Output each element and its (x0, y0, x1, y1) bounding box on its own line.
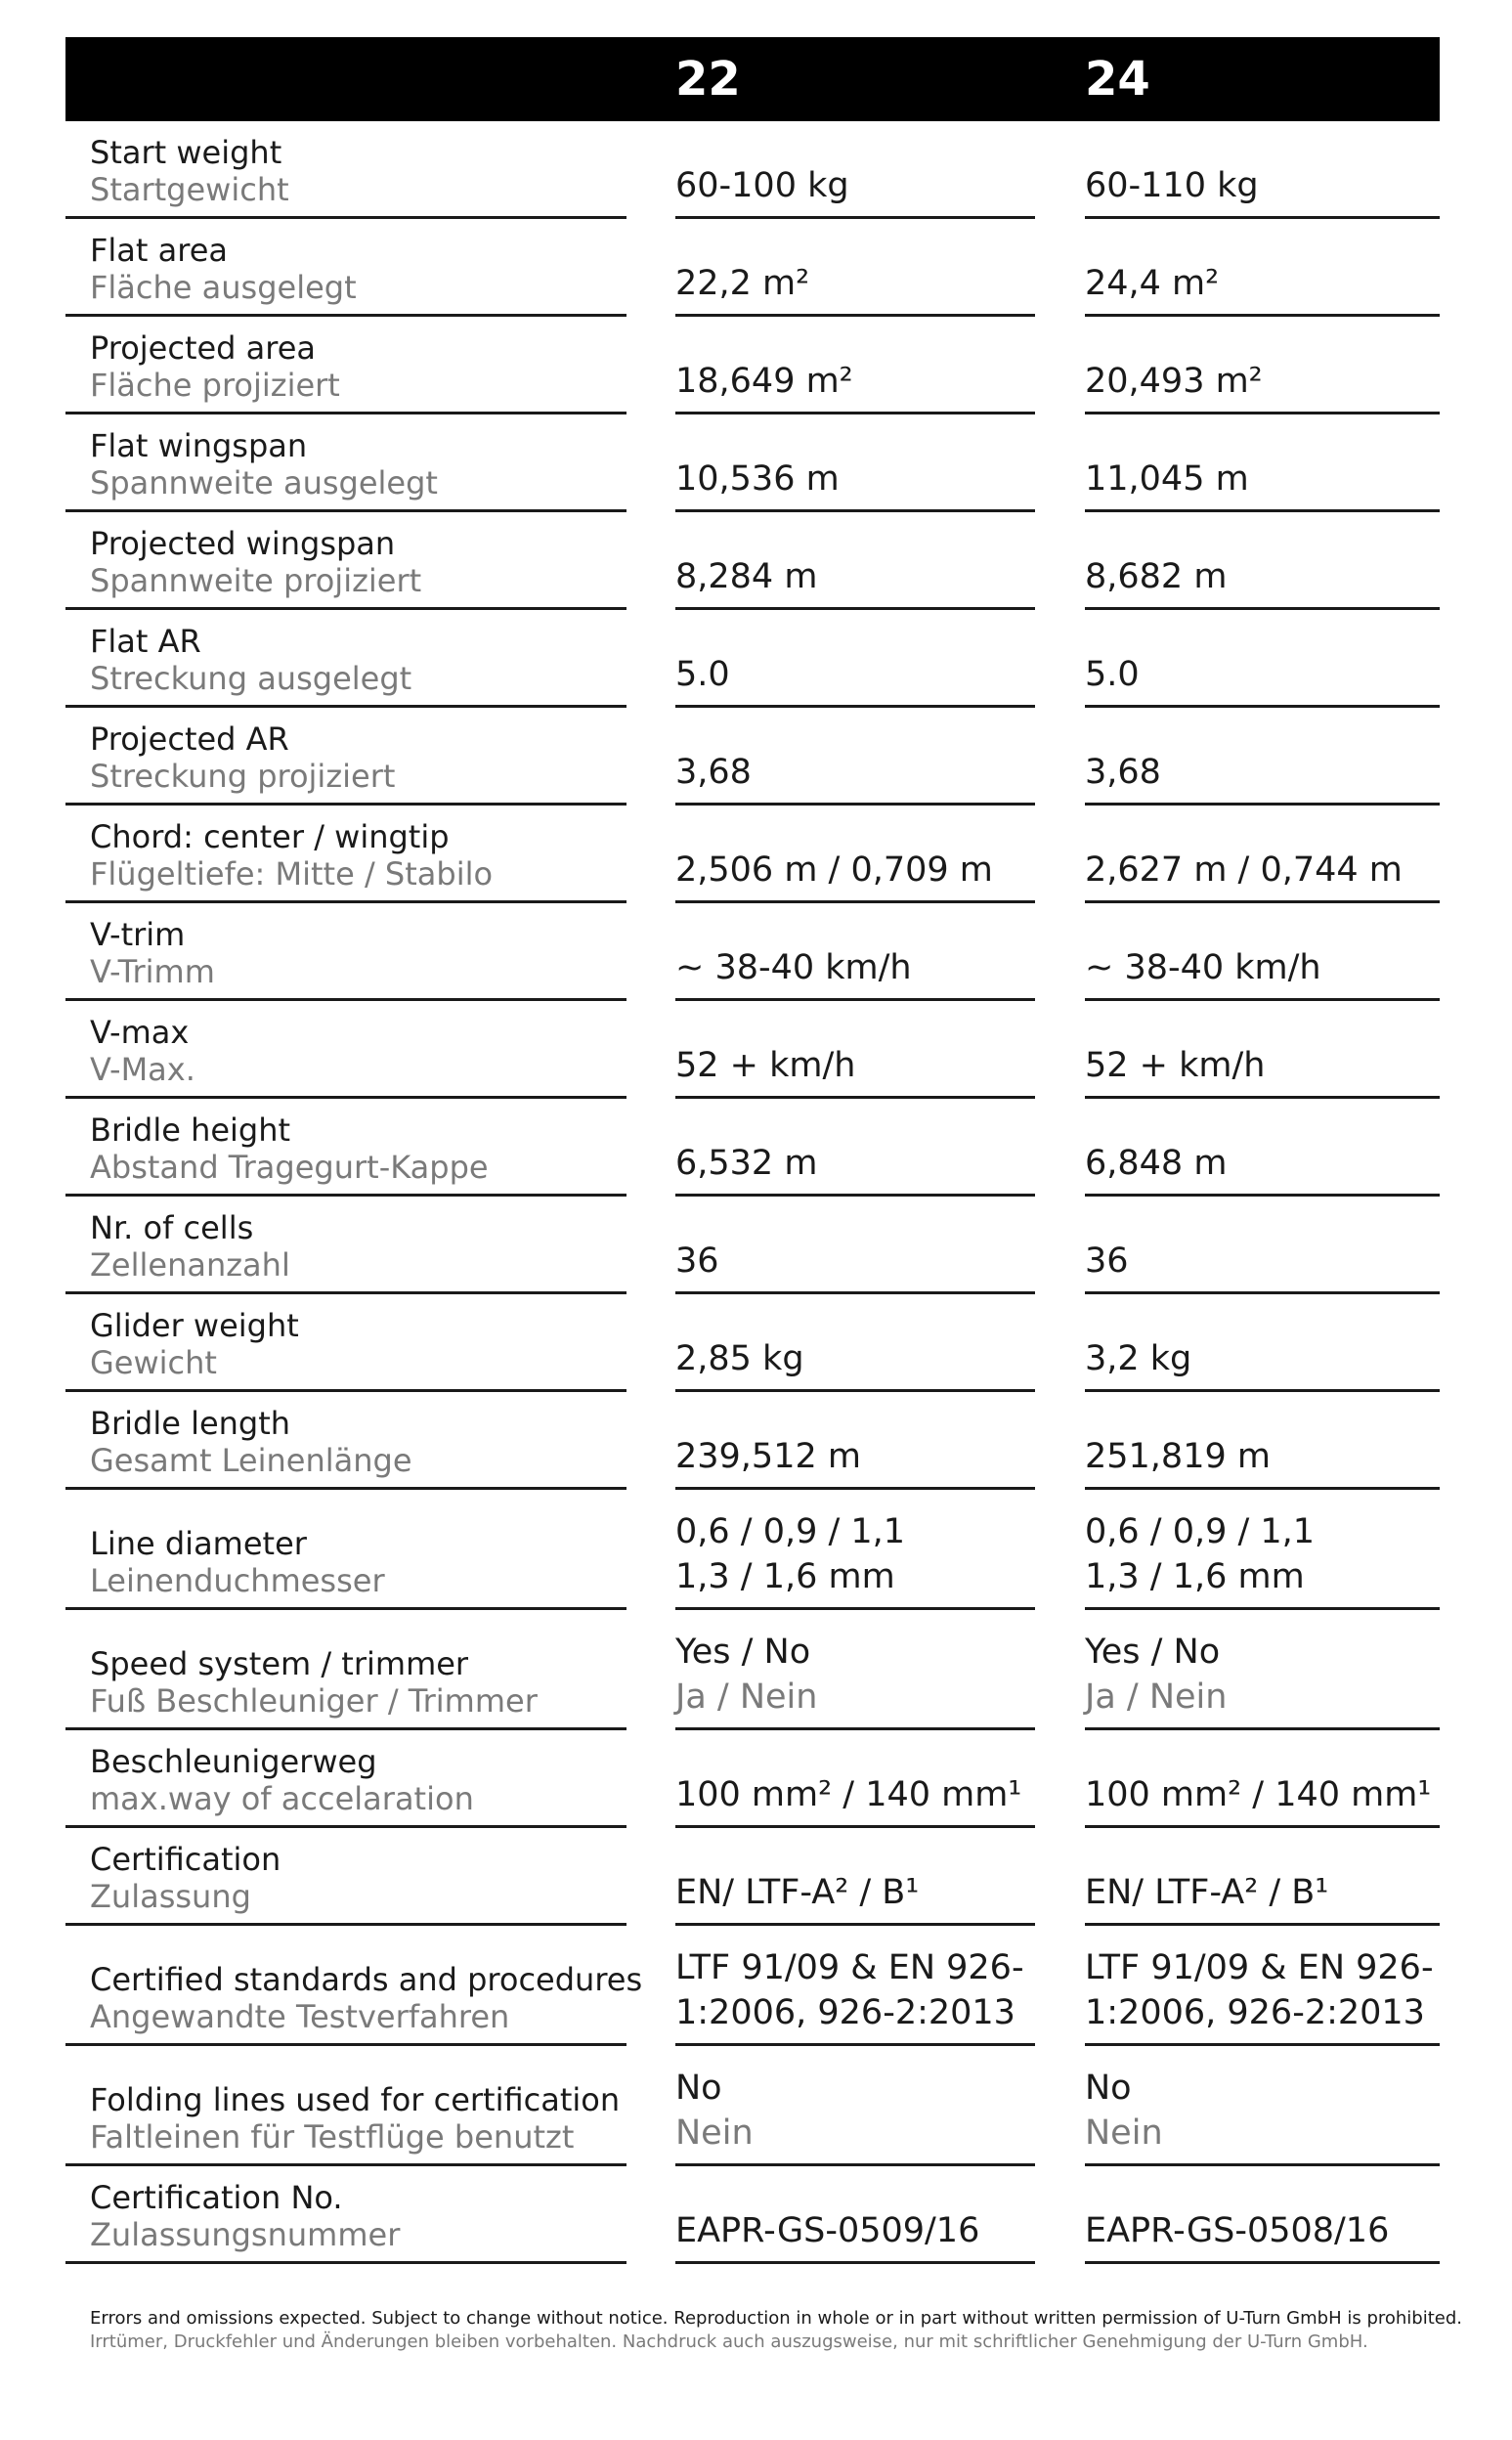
value-24-text: 8,682 m (1085, 557, 1228, 596)
row-label-de: Streckung ausgelegt (90, 660, 412, 697)
value-24-text: 1,3 / 1,6 mm (1085, 1557, 1305, 1596)
row-label-de: Streckung projiziert (90, 758, 396, 795)
row-label-de: Gewicht (90, 1344, 217, 1381)
spec-table (0, 121, 1512, 2264)
row-label-de: Fuß Beschleuniger / Trimmer (90, 1682, 538, 1720)
value-22-text: 239,512 m (675, 1437, 861, 1476)
footer-disclaimer-en: Errors and omissions expected. Subject to change without notice. Reproduction in whole or in part without written permission of U-Turn GmbH is prohibited. (90, 2308, 1463, 2329)
value-24-text: EN/ LTF-A² / B¹ (1085, 1873, 1329, 1912)
value-22-cell (675, 1630, 1035, 1730)
row-label-en: Line diameter (90, 1525, 307, 1562)
value-24-cell (1085, 1630, 1440, 1730)
value-22-cell (675, 1141, 1035, 1197)
value-22-text: 2,506 m / 0,709 m (675, 850, 993, 890)
value-24-text: 0,6 / 0,9 / 1,1 (1085, 1512, 1316, 1551)
row-label-en: Projected wingspan (90, 525, 396, 562)
value-24-text: 6,848 m (1085, 1144, 1228, 1183)
value-24-text: EAPR-GS-0508/16 (1085, 2211, 1390, 2250)
row-label (65, 1405, 626, 1490)
value-22-cell (675, 1870, 1035, 1926)
row-label (65, 1645, 626, 1730)
value-22-cell (675, 1043, 1035, 1099)
row-label-en: V-max (90, 1014, 190, 1051)
value-22-text: EN/ LTF-A² / B¹ (675, 1873, 920, 1912)
value-22-text: 60-100 kg (675, 166, 849, 205)
value-24-text: 1:2006, 926-2:2013 (1085, 1993, 1425, 2032)
value-24-cell (1085, 261, 1440, 317)
value-22-text: No (675, 2069, 722, 2108)
row-label (65, 1743, 626, 1828)
value-24-text: 2,627 m / 0,744 m (1085, 850, 1403, 890)
row-label (65, 525, 626, 610)
value-24-text: 5.0 (1085, 655, 1140, 694)
column-header-22: 22 (675, 52, 741, 107)
value-24-cell (1085, 1870, 1440, 1926)
row-label-en: Projected area (90, 329, 317, 367)
row-label (65, 1111, 626, 1197)
value-24-cell (1085, 652, 1440, 708)
row-label-de: Gesamt Leinenlänge (90, 1442, 412, 1479)
row-label-en: Flat wingspan (90, 427, 308, 464)
row-label (65, 1525, 626, 1610)
value-24-text: 52 + km/h (1085, 1046, 1266, 1085)
table-row (0, 1099, 1512, 1197)
row-label-en: Certified standards and procedures (90, 1961, 643, 1998)
value-24-text: 100 mm² / 140 mm¹ (1085, 1775, 1432, 1814)
value-24-text: Ja / Nein (1085, 1678, 1228, 1717)
value-22-cell (675, 1772, 1035, 1828)
row-label-en: Certification (90, 1841, 281, 1878)
row-label-en: Bridle height (90, 1111, 291, 1149)
row-label-en: Certification No. (90, 2179, 343, 2216)
value-24-cell (1085, 163, 1440, 219)
value-22-text: 1,3 / 1,6 mm (675, 1557, 895, 1596)
row-label (65, 232, 626, 317)
value-24-cell (1085, 457, 1440, 512)
row-label-de: Angewandte Testverfahren (90, 1998, 510, 2035)
row-label-de: Leinenduchmesser (90, 1562, 385, 1599)
table-row (0, 121, 1512, 219)
value-22-cell (675, 1239, 1035, 1294)
footer (90, 2307, 1463, 2354)
value-22-text: Yes / No (675, 1633, 811, 1672)
table-row (0, 1001, 1512, 1099)
value-22-text: 3,68 (675, 753, 752, 792)
value-24-cell (1085, 1336, 1440, 1392)
row-label-en: Beschleunigerweg (90, 1743, 377, 1780)
table-row (0, 512, 1512, 610)
row-label-de: V-Max. (90, 1051, 195, 1088)
row-label-de: Fläche projiziert (90, 367, 340, 404)
value-22-cell (675, 457, 1035, 512)
value-22-text: 0,6 / 0,9 / 1,1 (675, 1512, 906, 1551)
table-row (0, 317, 1512, 414)
row-label-en: Speed system / trimmer (90, 1645, 469, 1682)
table-row (0, 806, 1512, 903)
row-label-de: Faltleinen für Testflüge benutzt (90, 2118, 575, 2156)
row-label (65, 916, 626, 1001)
value-24-text: 36 (1085, 1242, 1129, 1281)
value-22-cell (675, 652, 1035, 708)
row-label-de: max.way of accelaration (90, 1780, 474, 1817)
row-label (65, 329, 626, 414)
row-label (65, 818, 626, 903)
row-label-en: Nr. of cells (90, 1209, 254, 1246)
table-row (0, 1392, 1512, 1490)
row-label-en: Bridle length (90, 1405, 291, 1442)
table-row (0, 1828, 1512, 1926)
value-22-text: 8,284 m (675, 557, 818, 596)
table-row (0, 708, 1512, 806)
table-row (0, 1490, 1512, 1610)
table-row (0, 1294, 1512, 1392)
row-label-de: Zulassung (90, 1878, 251, 1915)
row-label-de: Abstand Tragegurt-Kappe (90, 1149, 489, 1186)
value-22-cell (675, 163, 1035, 219)
value-22-cell (675, 945, 1035, 1001)
value-22-text: 1:2006, 926-2:2013 (675, 1993, 1015, 2032)
table-row (0, 903, 1512, 1001)
value-22-text: 5.0 (675, 655, 730, 694)
row-label-de: Fläche ausgelegt (90, 269, 357, 306)
row-label-en: V-trim (90, 916, 186, 953)
value-24-text: 60-110 kg (1085, 166, 1259, 205)
value-22-cell (675, 261, 1035, 317)
row-label (65, 1307, 626, 1392)
column-header-24: 24 (1085, 52, 1150, 107)
row-label-en: Start weight (90, 134, 282, 171)
row-label-en: Chord: center / wingtip (90, 818, 450, 855)
value-22-text: EAPR-GS-0509/16 (675, 2211, 980, 2250)
value-24-cell (1085, 2208, 1440, 2264)
value-24-text: 251,819 m (1085, 1437, 1271, 1476)
value-24-text: 24,4 m² (1085, 264, 1220, 303)
table-row (0, 2166, 1512, 2264)
table-row (0, 1926, 1512, 2046)
value-22-cell (675, 359, 1035, 414)
row-label (65, 720, 626, 806)
value-24-cell (1085, 750, 1440, 806)
row-label (65, 1961, 643, 2046)
value-22-cell (675, 2066, 1035, 2166)
row-label-de: V-Trimm (90, 953, 215, 990)
value-22-cell (675, 554, 1035, 610)
value-22-text: 100 mm² / 140 mm¹ (675, 1775, 1022, 1814)
value-22-cell (675, 750, 1035, 806)
row-label (65, 427, 626, 512)
value-22-cell (675, 1945, 1035, 2046)
value-22-text: 2,85 kg (675, 1339, 804, 1378)
row-label (65, 623, 626, 708)
value-24-cell (1085, 945, 1440, 1001)
value-22-cell (675, 848, 1035, 903)
row-label-de: Flügeltiefe: Mitte / Stabilo (90, 855, 494, 893)
value-24-cell (1085, 554, 1440, 610)
value-22-text: 18,649 m² (675, 362, 853, 401)
value-24-cell (1085, 848, 1440, 903)
value-22-text: 10,536 m (675, 459, 840, 499)
row-label-de: Spannweite ausgelegt (90, 464, 438, 501)
footer-disclaimer-de: Irrtümer, Druckfehler und Änderungen bleiben vorbehalten. Nachdruck auch auszugsweise, nur mit schriftlicher Genehmigung der U-Turn GmbH. (90, 2331, 1368, 2352)
value-22-text: Ja / Nein (675, 1678, 818, 1717)
value-22-text: LTF 91/09 & EN 926- (675, 1948, 1024, 1987)
value-24-text: 3,2 kg (1085, 1339, 1192, 1378)
value-22-text: ~ 38-40 km/h (675, 948, 912, 987)
table-row (0, 1730, 1512, 1828)
value-24-text: 20,493 m² (1085, 362, 1263, 401)
table-row (0, 1610, 1512, 1730)
value-22-text: 52 + km/h (675, 1046, 856, 1085)
row-label-de: Zulassungsnummer (90, 2216, 401, 2253)
value-22-text: 6,532 m (675, 1144, 818, 1183)
table-row (0, 414, 1512, 512)
value-24-cell (1085, 1434, 1440, 1490)
row-label (65, 1841, 626, 1926)
row-label (65, 2179, 626, 2264)
value-24-text: Yes / No (1085, 1633, 1221, 1672)
value-24-text: 11,045 m (1085, 459, 1249, 499)
value-24-cell (1085, 1945, 1440, 2046)
row-label-de: Zellenanzahl (90, 1246, 290, 1284)
row-label-en: Flat AR (90, 623, 201, 660)
row-label-en: Projected AR (90, 720, 289, 758)
row-label-de: Startgewicht (90, 171, 289, 208)
row-label-en: Flat area (90, 232, 228, 269)
value-22-cell (675, 1434, 1035, 1490)
value-24-cell (1085, 359, 1440, 414)
value-24-cell (1085, 1509, 1440, 1610)
value-24-cell (1085, 1043, 1440, 1099)
value-24-cell (1085, 2066, 1440, 2166)
value-24-cell (1085, 1141, 1440, 1197)
table-row (0, 219, 1512, 317)
value-24-text: ~ 38-40 km/h (1085, 948, 1321, 987)
row-label (65, 1209, 626, 1294)
row-label (65, 134, 626, 219)
value-24-text: Nein (1085, 2113, 1163, 2153)
value-24-text: 3,68 (1085, 753, 1161, 792)
row-label-de: Spannweite projiziert (90, 562, 422, 599)
value-24-text: No (1085, 2069, 1132, 2108)
table-row (0, 610, 1512, 708)
value-24-text: LTF 91/09 & EN 926- (1085, 1948, 1434, 1987)
table-header (65, 37, 1440, 121)
value-24-cell (1085, 1239, 1440, 1294)
value-22-text: 36 (675, 1242, 719, 1281)
table-row (0, 1197, 1512, 1294)
table-row (0, 2046, 1512, 2166)
value-22-cell (675, 1336, 1035, 1392)
value-24-cell (1085, 1772, 1440, 1828)
value-22-cell (675, 2208, 1035, 2264)
row-label-en: Glider weight (90, 1307, 299, 1344)
row-label-en: Folding lines used for certification (90, 2081, 621, 2118)
row-label (65, 1014, 626, 1099)
value-22-cell (675, 1509, 1035, 1610)
value-22-text: 22,2 m² (675, 264, 810, 303)
value-22-text: Nein (675, 2113, 754, 2153)
row-label (65, 2081, 626, 2166)
